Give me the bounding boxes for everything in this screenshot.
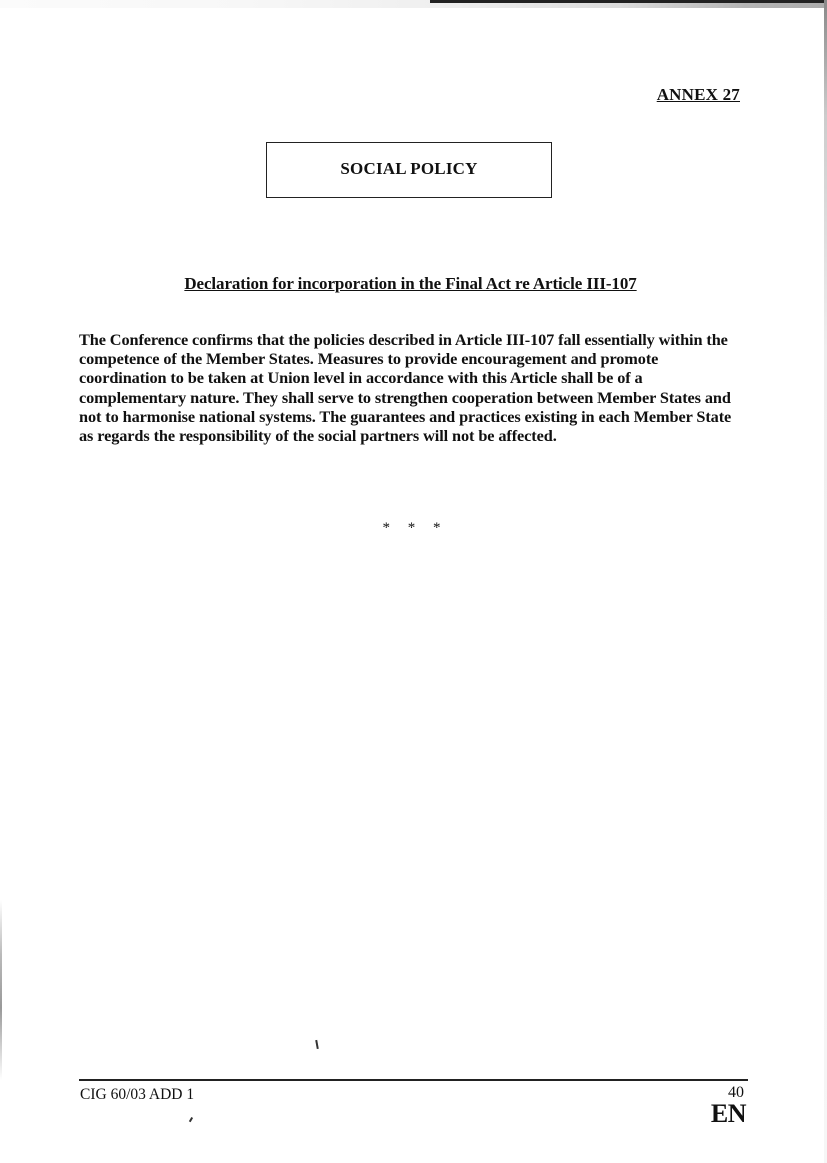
annex-label: ANNEX 27	[656, 85, 740, 104]
page-number: 40	[728, 1084, 744, 1101]
scan-artifact-left-edge	[0, 900, 2, 1080]
declaration-heading: Declaration for incorporation in the Final Act re Article III-107	[184, 274, 637, 293]
section-title-box	[266, 142, 552, 198]
scan-mark	[315, 1040, 318, 1049]
footer-divider	[79, 1079, 748, 1081]
declaration-heading-container	[0, 274, 827, 294]
language-code: EN	[710, 1099, 746, 1128]
section-title: SOCIAL POLICY	[340, 159, 478, 178]
scan-mark	[189, 1117, 193, 1122]
document-reference: CIG 60/03 ADD 1	[80, 1086, 195, 1103]
declaration-body: The Conference confirms that the policies described in Article III-107 fall essentially within the competence of the Member States. Measures to provide encouragement and promote coordination to be taken at Union level in accordance with this Article shall be of a complementary nature. They shall serve to strengthen cooperation between Member States and not to harmonise national systems. The guarantees and practices existing in each Member State as regards the responsibility of the social partners will not be affected.	[79, 330, 732, 446]
separator-stars: * * *	[382, 520, 441, 536]
section-separator	[0, 520, 827, 537]
scan-artifact-top-line	[430, 0, 827, 3]
